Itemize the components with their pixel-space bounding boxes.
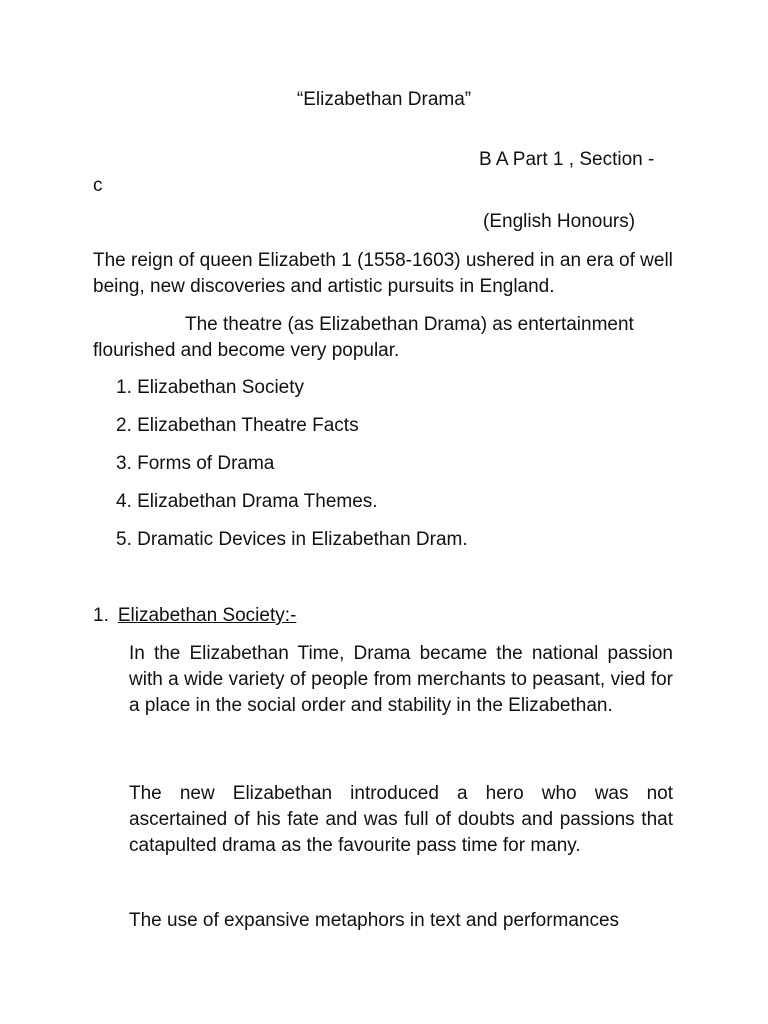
contents-item: 4. Elizabethan Drama Themes. (116, 491, 378, 512)
section-paragraph: The new Elizabethan introduced a hero who was not ascertained of his fate and was full of doubts and passions that catapulted drama as the favourite pass time for many. (129, 783, 673, 856)
contents-item: 3. Forms of Drama (116, 453, 275, 474)
course-info-section-letter: c (93, 175, 103, 196)
section-paragraph: In the Elizabethan Time, Drama became the national passion with a wide variety of people from merchants to peasant, vied for a place in the social order and stability in the Elizabethan. (129, 643, 673, 716)
intro-paragraph: The reign of queen Elizabeth 1 (1558-1603) ushered in an era of well being, new discoveries and artistic pursuits in England. (93, 250, 673, 297)
contents-item: 1. Elizabethan Society (116, 377, 305, 398)
section-heading (93, 603, 296, 629)
section-heading-text: Elizabethan Society:- (117, 605, 297, 626)
course-info-line: B A Part 1 , Section - (479, 149, 655, 170)
section-paragraph: The use of expansive metaphors in text and performances (129, 910, 620, 931)
document-title: “Elizabethan Drama” (296, 89, 472, 110)
contents-item: 5. Dramatic Devices in Elizabethan Dram. (116, 529, 468, 550)
section-number: 1. (93, 605, 109, 626)
contents-item: 2. Elizabethan Theatre Facts (116, 415, 359, 436)
contents-list (116, 375, 468, 565)
theatre-paragraph: The theatre (as Elizabethan Drama) as entertainment flourished and become very popular. (93, 314, 634, 361)
course-honours-line: (English Honours) (483, 211, 636, 232)
